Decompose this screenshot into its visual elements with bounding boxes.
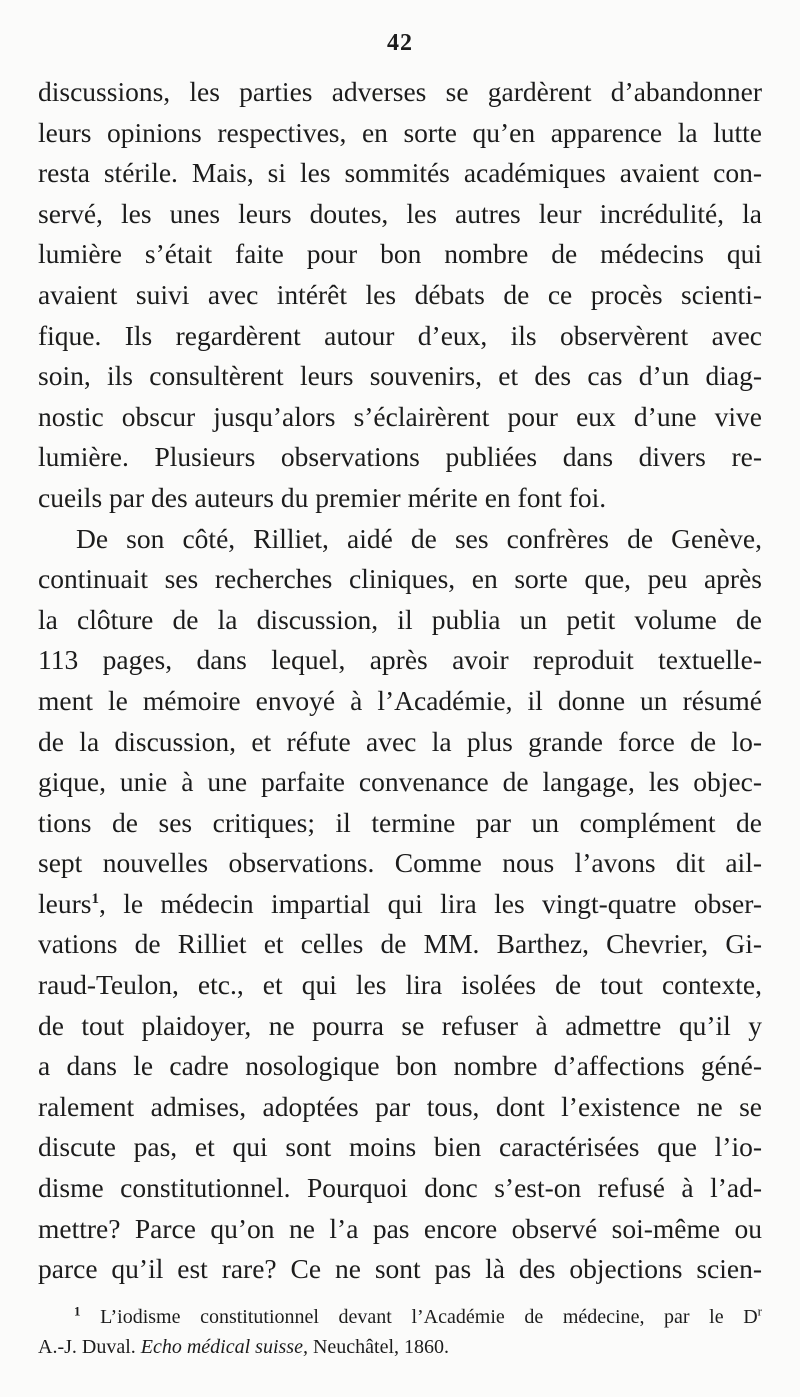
footnote-text: A.-J. Duval.	[38, 1336, 141, 1358]
text-line: avaient suivi avec intérêt les débats de ce procès scienti-	[38, 278, 762, 310]
footnote	[38, 1302, 762, 1362]
text-line: leurs opinions respectives, en sorte qu’en apparence la lutte	[38, 116, 762, 148]
text-line: nostic obscur jusqu’alors s’éclairèrent pour eux d’une vive	[38, 400, 762, 432]
text-line: vations de Rilliet et celles de MM. Barthez, Chevrier, Gi-	[38, 928, 762, 960]
footnote-superscript: r	[757, 1303, 762, 1319]
text-line: a dans le cadre nosologique bon nombre d’affections géné-	[38, 1050, 762, 1082]
text-line: tions de ses critiques; il termine par un complément de	[38, 806, 762, 838]
text-line: De son côté, Rilliet, aidé de ses confrères de Genève,	[76, 522, 762, 554]
text-line: discute pas, et qui sont moins bien caractérisées que l’io-	[38, 1131, 762, 1163]
text-line: de tout plaidoyer, ne pourra se refuser à admettre qu’il y	[38, 1009, 762, 1041]
text-line: disme constitutionnel. Pourquoi donc s’est-on refusé à l’ad-	[38, 1172, 762, 1204]
text-line: resta stérile. Mais, si les sommités académiques avaient con-	[38, 157, 762, 189]
text-fragment: leurs	[38, 887, 92, 919]
text-line: servé, les unes leurs doutes, les autres leur incrédulité, la	[38, 197, 762, 229]
text-line: parce qu’il est rare? Ce ne sont pas là des objections scien-	[38, 1253, 762, 1285]
text-line: lumière s’était faite pour bon nombre de médecins qui	[38, 238, 762, 270]
text-line: raud-Teulon, etc., et qui les lira isolées de tout contexte,	[38, 969, 762, 1001]
text-line: la clôture de la discussion, il publia un petit volume de	[38, 603, 762, 635]
text-line: lumière. Plusieurs observations publiées dans divers re-	[38, 441, 762, 473]
page-number: 42	[387, 30, 413, 56]
text-fragment: , le médecin impartial qui lira les vingt-quatre obser-	[98, 887, 762, 919]
text-line: continuait ses recherches cliniques, en sorte que, peu après	[38, 563, 762, 595]
text-line: cueils par des auteurs du premier mérite en font foi.	[38, 481, 607, 513]
text-line: mettre? Parce qu’on ne l’a pas encore observé soi-même ou	[38, 1212, 762, 1244]
text-line-with-footnote-ref	[38, 884, 762, 925]
text-line: ment le mémoire envoyé à l’Académie, il donne un résumé	[38, 684, 762, 716]
text-line: de la discussion, et réfute avec la plus grande force de lo-	[38, 725, 762, 757]
text-line: soin, ils consultèrent leurs souvenirs, et des cas d’un diag-	[38, 360, 762, 392]
footnote-text: L’iodisme constitutionnel devant l’Académie de médecine, par le D	[100, 1306, 758, 1328]
footnote-line	[38, 1332, 762, 1362]
text-line: ralement admises, adoptées par tous, dont l’existence ne se	[38, 1090, 762, 1122]
footnote-number: 1	[74, 1303, 81, 1319]
text-line: fique. Ils regardèrent autour d’eux, ils observèrent avec	[38, 319, 762, 351]
paragraph-1	[38, 72, 762, 519]
text-line: 113 pages, dans lequel, après avoir reproduit textuelle-	[38, 644, 762, 676]
main-text	[38, 72, 762, 1290]
footnote-journal-title: Echo médical suisse,	[140, 1336, 308, 1358]
footnote-line	[38, 1302, 762, 1332]
text-line: discussions, les parties adverses se gardèrent d’abandonner	[38, 76, 762, 107]
footnote-text: Neuchâtel, 1860.	[307, 1336, 450, 1358]
text-line: sept nouvelles observations. Comme nous l’avons dit ail-	[38, 847, 762, 879]
text-line: gique, unie à une parfaite convenance de langage, les objec-	[38, 766, 762, 798]
footnote-reference[interactable]: 1	[91, 890, 99, 907]
paragraph-2	[38, 519, 762, 1290]
